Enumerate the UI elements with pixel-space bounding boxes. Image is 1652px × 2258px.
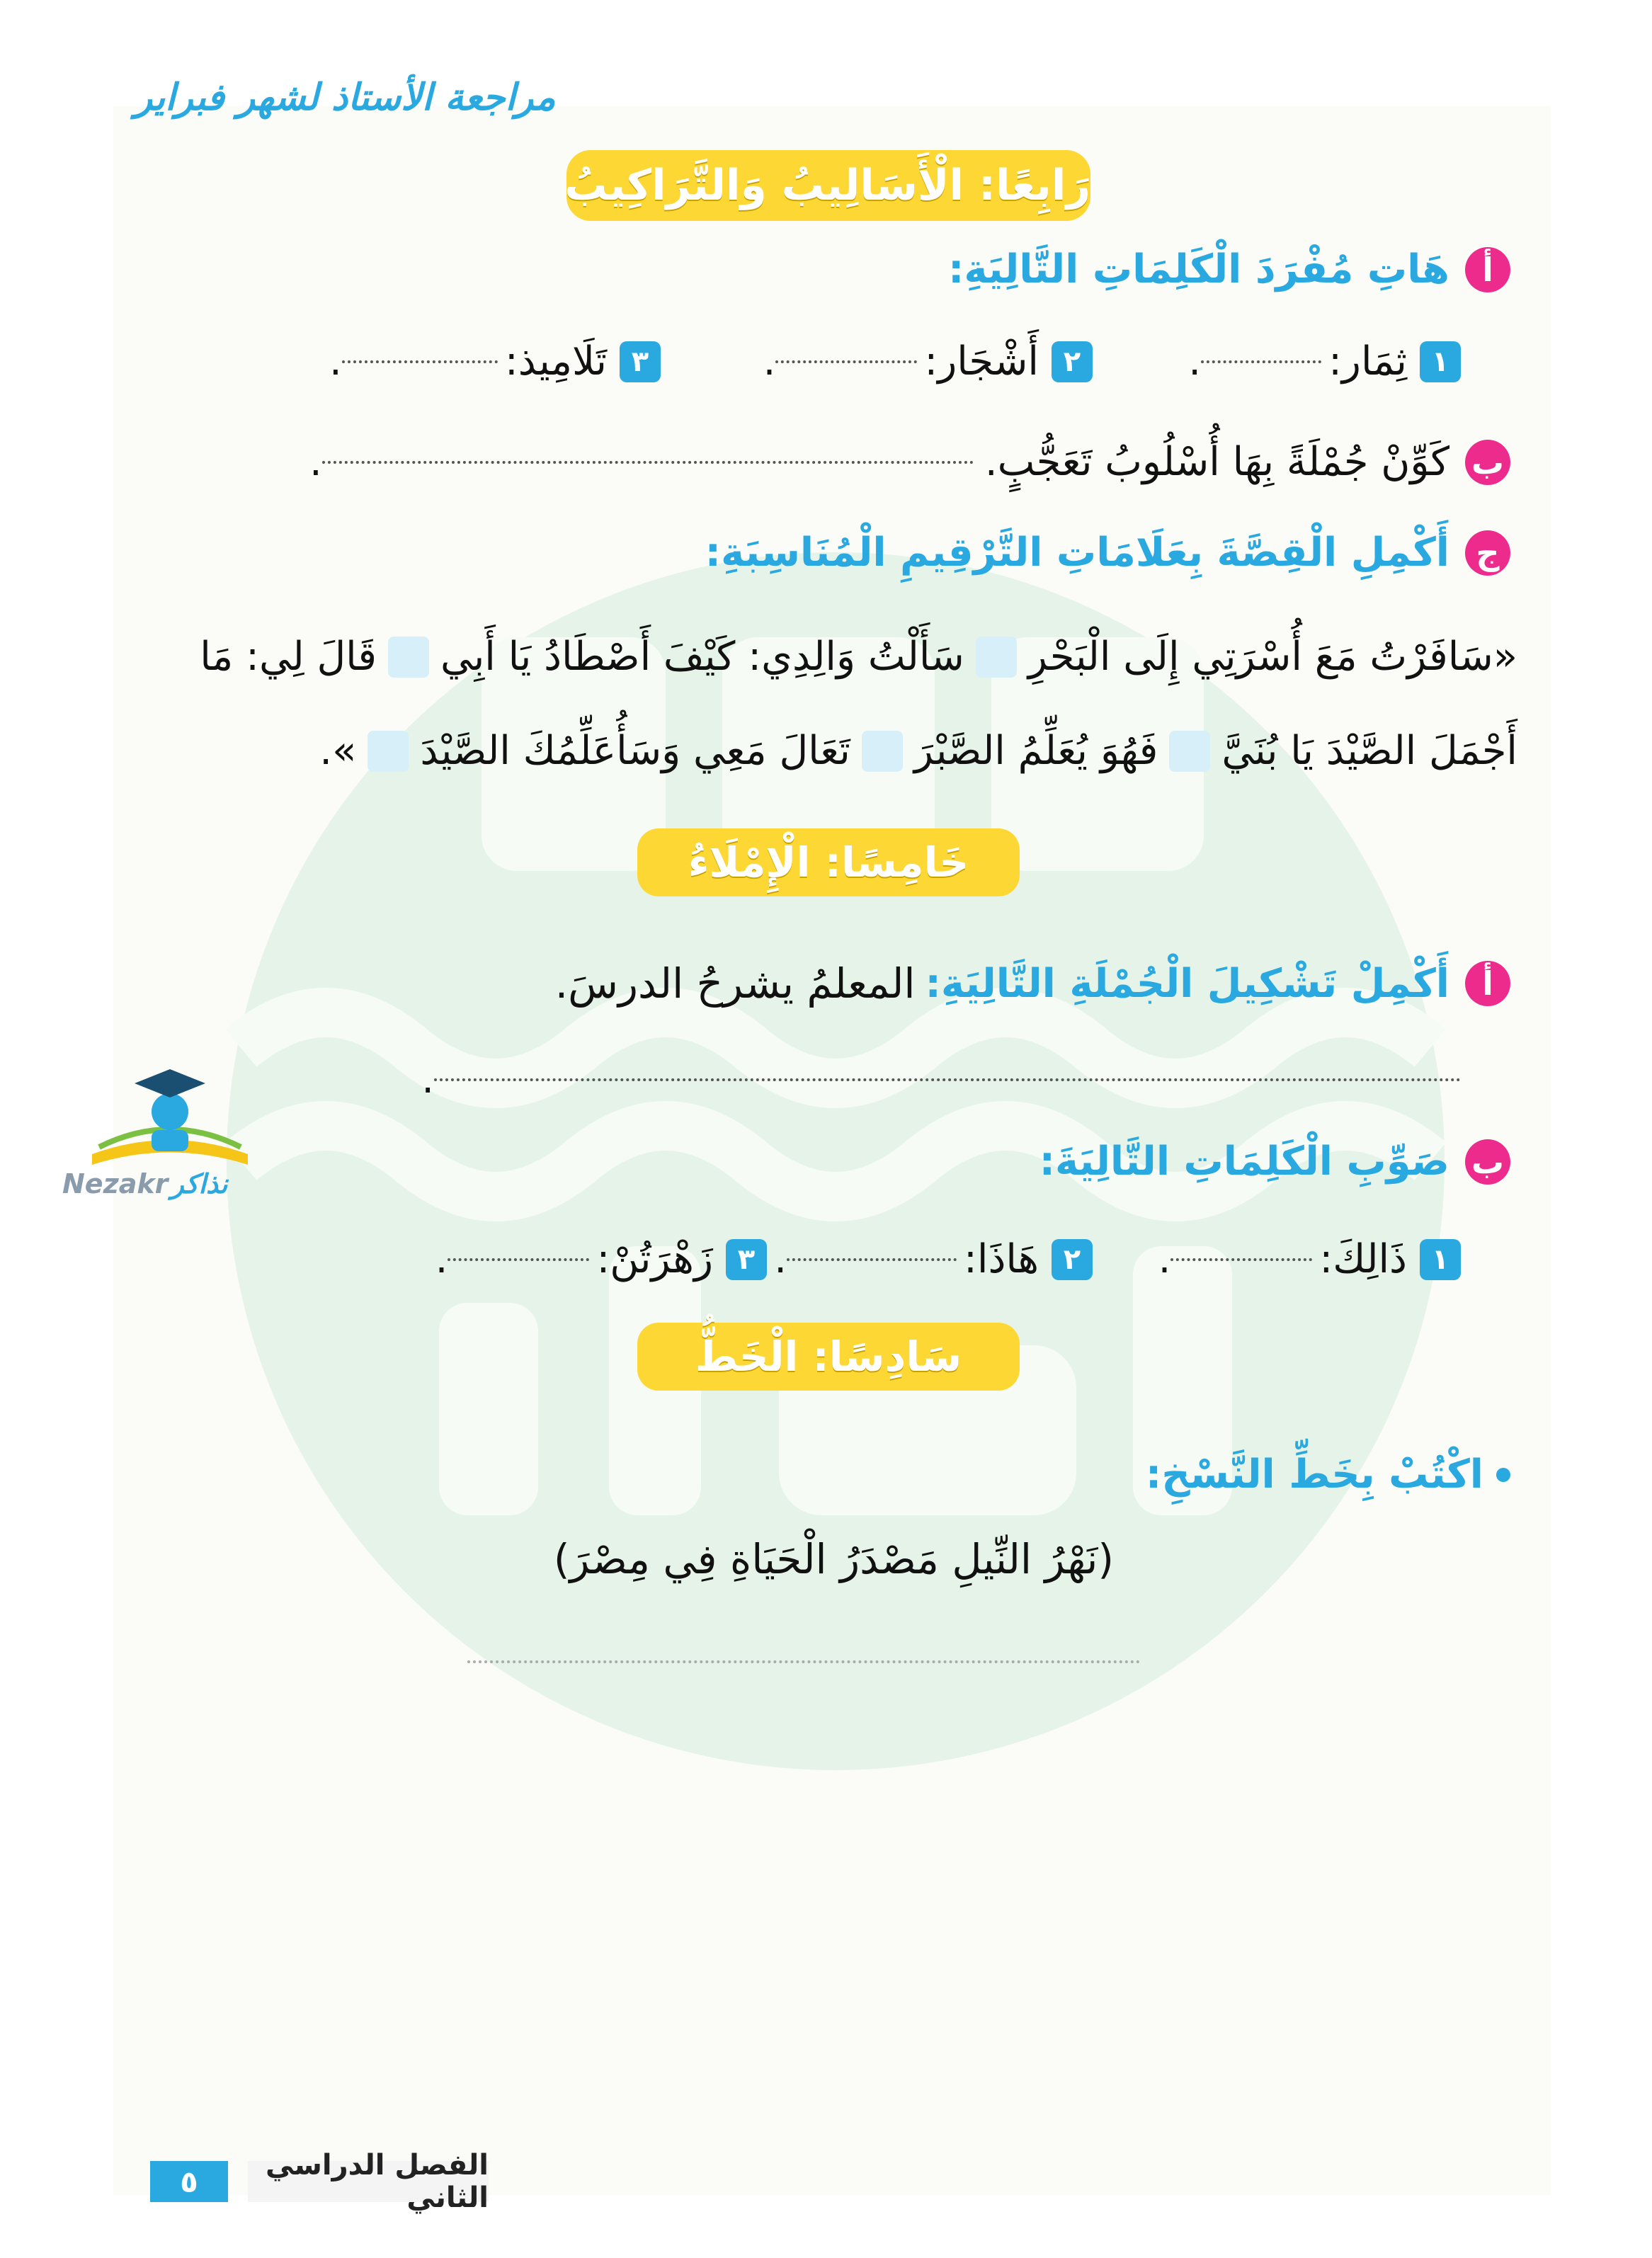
blank-period: . [309,439,322,485]
page-header-title: مراجعة الأستاذ لشهر فبراير [135,76,556,119]
logo-latin: Nezakr [62,1168,169,1199]
question-4a [948,246,1510,292]
story-segment: أَجْمَلَ الصَّيْدَ يَا بُنَيَّ [1221,728,1517,774]
number-badge: ٢ [1052,1239,1093,1280]
blank-period: . [1188,338,1202,384]
section-six-title: سَادِسًا: الْخَطُّ [637,1323,1020,1391]
blank-period: . [329,338,342,384]
item-singular-2 [763,338,1093,384]
number-badge: ٢ [1052,341,1093,382]
question-badge: أ [1465,961,1510,1006]
section-five-title: خَامِسًا: الْإِمْلَاءُ [637,828,1020,896]
question-prompt: أَكْمِلِ الْقِصَّةَ بِعَلَامَاتِ التَّرْقِيمِ الْمُنَاسِبَةِ: [705,530,1449,576]
item-correction-2 [774,1236,1093,1282]
question-prompt: أَكْمِلْ تَشْكِيلَ الْجُمْلَةِ التَّالِيَةِ: [925,960,1449,1007]
section-four-title: رَابِعًا: الْأَسَالِيبُ وَالتَّرَاكِيبُ [566,150,1090,221]
question-6 [1146,1452,1510,1498]
story-segment: تَعَالَ مَعِي وَسَأُعَلِّمُكَ الصَّيْدَ [420,728,850,774]
page-number: ٥ [150,2161,228,2202]
question-5b [1039,1139,1510,1185]
nezakr-logo-icon [78,1062,262,1168]
item-singular-3 [329,338,661,384]
nezakr-logo-text [62,1168,228,1199]
blank-period: . [435,1236,448,1282]
question-4c [705,530,1510,576]
question-prompt: اكْتُبْ بِخَطِّ النَّسْخِ: [1145,1452,1483,1498]
question-prompt: كَوِّنْ جُمْلَةً بِهَا أُسْلُوبُ تَعَجُّبٍ. [984,439,1449,485]
handwriting-answer-line[interactable] [467,1660,1140,1663]
blank-period: . [763,338,776,384]
story-segment: قَالَ لِي: مَا [200,634,377,680]
story-segment: سَأَلْتُ وَالِدِي: كَيْفَ أَصْطَادُ يَا أَبِي [440,634,964,680]
number-badge: ١ [1420,1239,1461,1280]
item-word: زَهْرَتُنْ: [596,1236,713,1282]
punctuation-box[interactable] [976,637,1017,678]
question-4b [309,439,1510,485]
story-line-2 [319,728,1517,774]
question-prompt: هَاتِ مُفْرَدَ الْكَلِمَاتِ التَّالِيَةِ: [947,246,1449,292]
item-word: أَشْجَار: [924,338,1039,384]
punctuation-box[interactable] [862,731,903,772]
item-word: هَاذَا: [964,1236,1039,1282]
punctuation-box[interactable] [388,637,429,678]
answer-blank[interactable] [342,360,498,363]
punctuation-box[interactable] [1169,731,1210,772]
item-correction-3 [435,1236,767,1282]
answer-blank[interactable] [787,1258,957,1261]
question-prompt: صَوِّبِ الْكَلِمَاتِ التَّالِيَةَ: [1039,1139,1449,1185]
item-word: تَلَامِيذ: [504,338,607,384]
term-label: الفصل الدراسي الثاني [248,2161,489,2202]
number-badge: ٣ [620,341,661,382]
punctuation-box[interactable] [368,731,409,772]
watermark-letter-1 [439,1303,538,1515]
story-segment: فَهُوَ يُعَلِّمُ الصَّبْرَ [913,728,1158,774]
answer-line-5a [421,1056,1461,1102]
story-line-1 [200,634,1517,680]
item-word: ثِمَار: [1328,338,1407,384]
item-singular-1 [1188,338,1461,384]
item-word: ذَالِكَ: [1319,1236,1407,1282]
answer-blank[interactable] [1201,360,1321,363]
blank-period: . [1158,1236,1171,1282]
bullet-icon [1496,1468,1510,1482]
answer-blank[interactable] [434,1078,1461,1081]
answer-blank[interactable] [322,461,974,464]
question-badge: ب [1465,440,1510,485]
sentence-to-vowel: المعلمُ يشرحُ الدرسَ. [554,959,916,1008]
number-badge: ١ [1420,341,1461,382]
answer-blank[interactable] [1170,1258,1312,1261]
answer-blank[interactable] [448,1258,589,1261]
number-badge: ٣ [726,1239,767,1280]
question-5a [555,959,1510,1008]
answer-blank[interactable] [775,360,917,363]
logo-arabic: نذاكر [171,1168,228,1199]
question-badge: ب [1465,1139,1510,1185]
question-badge: ج [1465,530,1510,576]
story-segment: «سَافَرْتُ مَعَ أُسْرَتِي إِلَى الْبَحْرِ [1027,634,1517,680]
handwriting-sentence: (نَهْرُ النِّيلِ مَصْدَرُ الْحَيَاةِ فِي مِصْرَ) [553,1535,1114,1583]
blank-period: . [421,1056,434,1102]
question-badge: أ [1465,247,1510,292]
blank-period: . [774,1236,787,1282]
story-segment: ». [319,728,357,774]
item-correction-1 [1158,1236,1461,1282]
